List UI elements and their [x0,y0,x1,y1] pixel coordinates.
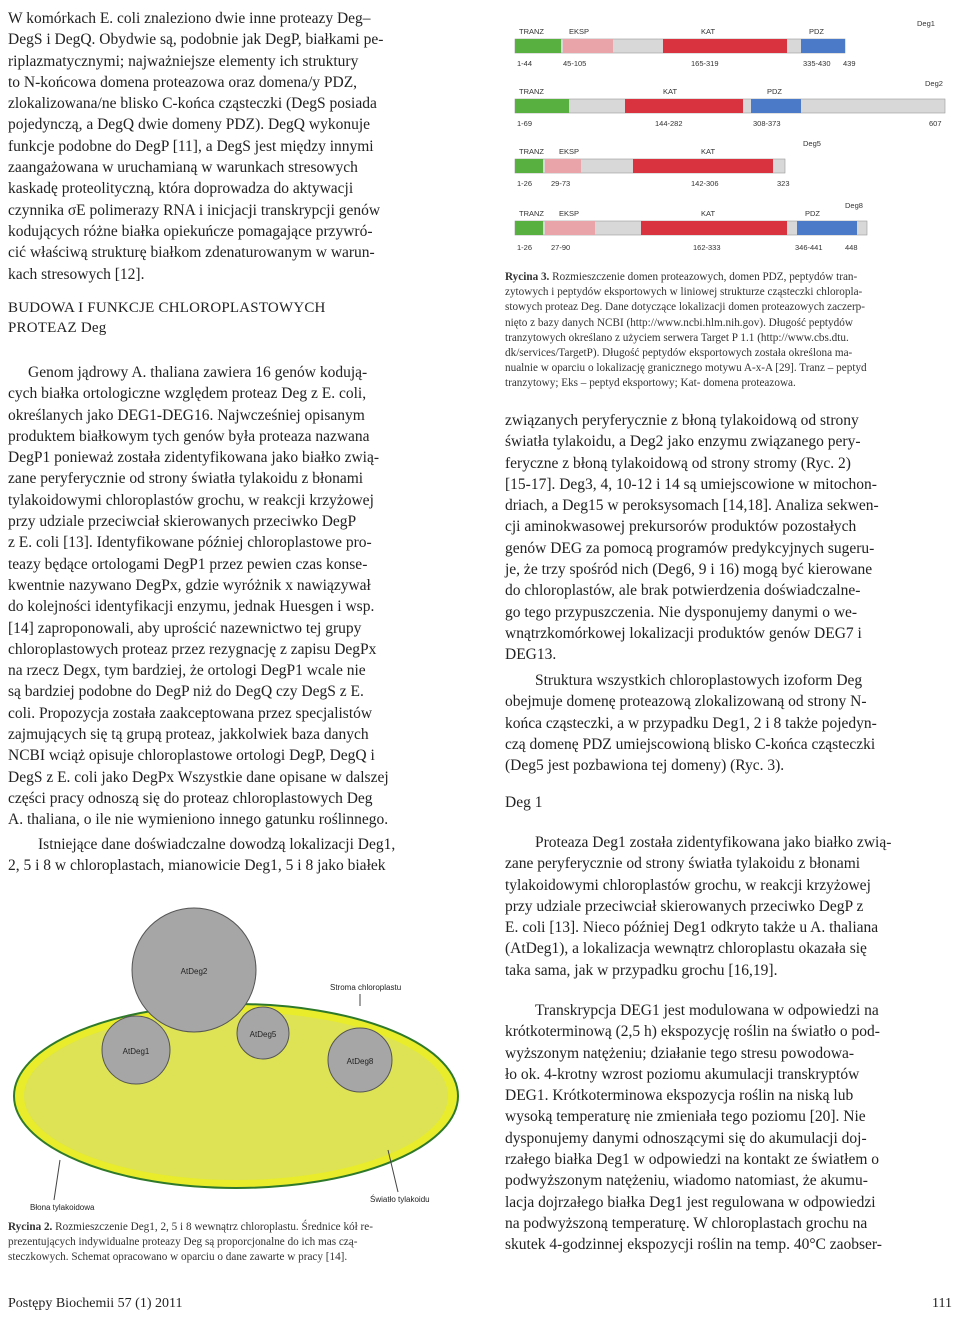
text-line: ło ok. 4-krotny wzrost poziomu akumulacji transkryptów [505,1065,860,1083]
text-line: zlokalizowana/ne blisko C-końca cząsteczki (DegS posiada [8,95,377,113]
caption-line: dk/services/TargetP). Długość peptydów eksportowych została określona ma- [505,347,853,360]
tranz-domain [515,159,543,173]
range-label: 1-26 [517,179,533,188]
membrane-label: Błona tylakoidowa [30,1203,95,1212]
range-label: 165-319 [691,59,719,68]
eksp-domain [545,221,595,235]
text-line: cych białka ortologiczne względem proteaz Deg z E. coli, [8,385,367,403]
atdeg1-label: AtDeg1 [122,1047,150,1056]
text-line: skutek 4-godzinnej ekspozycji roślin na temp. 40°C zaobser- [505,1236,882,1254]
range-label: 448 [845,243,858,252]
text-line: na rzecz Degx, tym bardziej, że ortologi DegP1 wcale nie [8,662,366,680]
text-line: [14] zaproponowali, aby uprościć nazewnictwo tej grupy [8,619,362,637]
caption-line: prezentujących indywidualne proteazy Deg są proporcjonalne do ich mas czą- [8,1236,358,1249]
kat-domain [625,99,743,113]
range-label: 142-306 [691,179,719,188]
pdz-domain [797,221,857,235]
deg2-row [515,79,945,128]
text-line: Istniejące dane doświadczalne dowodzą lokalizacji Deg1, [38,836,396,853]
caption-title: Rycina 2. [8,1221,53,1233]
domain-structure-diagram [505,12,955,264]
text-line: tylakoidowymi chloroplastów grochu, w reakcji krzyżowej [8,491,374,509]
text-line: lacja dojrzałego białka Deg1 jest regulowana w odpowiedzi [505,1193,876,1211]
text-line: przy udziale przeciwciał skierowanych przeciwko DegP z [505,897,864,915]
caption-line: stowych proteaz Deg. Dane dotyczące lokalizacji domen proteazowych zaczerp- [505,301,865,314]
range-label: 29-73 [551,179,571,188]
range-label: 162-333 [693,243,721,252]
page-number: 111 [932,1296,952,1311]
text-line: podwyższonym natężeniu, wiadomo natomiast, że akumu- [505,1172,868,1190]
domain-label: PDZ [767,87,782,96]
range-label: 439 [843,59,856,68]
range-label: 323 [777,179,790,188]
caption-line: zytowych i peptydów eksportowych w liniowej strukturze cząsteczki chloropla- [505,286,863,299]
domain-label: TRANZ [519,87,544,96]
protein-name: Deg2 [925,79,943,88]
eksp-domain [563,39,613,53]
domain-label: EKSP [559,147,580,156]
text-line: części pracy odnoszą się do proteaz chloroplastowych Deg [8,789,373,807]
deg5-row [515,139,821,188]
text-line: Transkrypcja DEG1 jest modulowana w odpowiedzi na [535,1002,879,1019]
lumen-label: Światło tylakoidu [370,1195,430,1204]
journal-footer: Postępy Biochemii 57 (1) 2011 [8,1296,183,1311]
left-paragraph-3 [8,834,463,877]
subheading-deg1: Deg 1 [505,794,543,811]
text-line: wysoką temperaturę nie zmieniała tego poziomu [20]. Nie [505,1108,866,1126]
protein-name: Deg1 [917,19,935,28]
text-line: zaangażowana w uruchamianą w warunkach stresowych [8,159,358,177]
section-heading [8,298,463,338]
text-line: krótkoterminową (2,5 h) ekspozycję roślin na światło o pod- [505,1023,880,1041]
deg8-row [515,201,867,252]
text-line: 2, 5 i 8 w chloroplastach, mianowicie Deg1, 5 i 8 jako białek [8,857,386,875]
text-line: to N-końcowa domena proteazowa oraz domena/y PDZ, [8,73,358,91]
text-line: kwentnie nazywano DegPx, gdzie wyróżnik x nawiązywał [8,576,371,594]
text-line: końca cząsteczki, a w przypadku Deg1, 2 i 8 także pojedyn- [505,714,877,732]
caption-line: steczkowych. Schemat opracowano w oparciu o dane zawarte w pracy [14]. [8,1251,348,1264]
text-line: DegP1 ponieważ została zidentyfikowana jako białko zwią- [8,449,380,467]
right-paragraph-1 [505,410,955,666]
text-line: teazy będące ortologami DegP1 przez pewien czas konse- [8,555,368,573]
atdeg2-label: AtDeg2 [180,967,208,976]
pdz-domain [751,99,801,113]
tranz-domain [515,99,569,113]
range-label: 1-69 [517,119,533,128]
text-line: na podwyższoną temperaturę. W chloroplastach grochu na [505,1214,868,1232]
text-line: W komórkach E. coli znaleziono dwie inne proteazy Deg– [8,10,371,27]
heading-line: BUDOWA I FUNKCJE CHLOROPLASTOWYCH [8,300,326,316]
eksp-domain [545,159,581,173]
domain-label: KAT [701,147,716,156]
text-line: cić właściwą strukturę białkom zdenaturowanym w warun- [8,244,375,262]
text-line: wnątrzkomórkowej lokalizacji produktów genów DEG7 i [505,624,862,642]
protein-name: Deg8 [845,201,863,210]
text-line: zane peryferycznie od strony światła tylakoidu z błonami [505,855,861,873]
text-line: NCBI wciąż opisuje chloroplastowe ortologi DegP, DegQ i [8,747,375,765]
thylakoid-lumen [24,1012,448,1180]
range-label: 144-282 [655,119,683,128]
domain-label: EKSP [559,209,580,218]
text-line: zane peryferycznie od strony światła tylakoidu z błonami [8,470,364,488]
range-label: 1-44 [517,59,533,68]
tranz-domain [515,221,543,235]
right-paragraph-3 [505,832,955,981]
domain-label: TRANZ [519,27,544,36]
text-line: DEG13. [505,646,557,664]
text-line: określanych jako DEG1-DEG16. Najwcześniej opisanym [8,406,365,424]
text-line: zajmujących się tą grupą proteaz, jakkolwiek baza danych [8,726,369,744]
text-line: kach stresowych [12]. [8,265,145,283]
figure-2 [8,898,463,1216]
text-line: cji aminokwasowej prekursorów produktów pozostałych [505,518,857,536]
text-line: obejmuje domenę proteazową zlokalizowaną od strony N- [505,693,867,711]
text-line: feryczne z błoną tylakoidową od strony stromy (Ryc. 2) [505,454,851,472]
text-line: genów DEG za pomocą programów predykcyjnych sugeru- [505,539,875,557]
left-paragraph-2 [8,362,463,831]
domain-label: PDZ [805,209,820,218]
range-label: 346-441 [795,243,823,252]
domain-label: KAT [701,27,716,36]
right-paragraph-4 [505,1000,955,1256]
stroma-label: Stroma chloroplastu [330,983,402,992]
range-label: 335-430 [803,59,831,68]
chloroplast-diagram [8,898,463,1216]
text-line: [15-17]. Deg3, 4, 10-12 i 14 są umiejscowione w mitochon- [505,475,877,493]
figure-2-caption [8,1220,463,1266]
text-line: czą domenę PDZ umiejscowioną blisko C-końca cząsteczki [505,735,876,753]
range-label: 308-373 [753,119,781,128]
atdeg5-label: AtDeg5 [249,1030,277,1039]
caption-line: Rozmieszczenie Deg1, 2, 5 i 8 wewnątrz chloroplastu. Średnice kół re- [55,1221,373,1233]
text-line: funkcje podobne do DegP [11], a DegS jest między innymi [8,137,374,155]
kat-domain [641,221,787,235]
left-paragraph-1 [8,8,463,285]
domain-label: EKSP [569,27,590,36]
text-line: produktem białkowym tych genów była proteaza nazwana [8,427,370,445]
text-line: Struktura wszystkich chloroplastowych izoform Deg [535,672,863,689]
figure-3-caption [505,270,955,392]
tranz-domain [515,39,561,53]
text-line: (Deg5 jest pozbawiona tej domeny) (Ryc. 3). [505,757,785,775]
text-line: tylakoidowymi chloroplastów grochu, w reakcji krzyżowej [505,876,871,894]
atdeg8-label: AtDeg8 [346,1057,374,1066]
range-label: 45-105 [563,59,587,68]
text-line: E. coli [13]. Nieco później Deg1 odkryto także u A. thaliana [505,919,879,937]
domain-label: KAT [701,209,716,218]
caption-line: nięto z bazy danych NCBI (http://www.ncbi.hlm.nih.gov). Długość peptydów [505,316,853,329]
kat-domain [633,159,773,173]
domain-label: PDZ [809,27,824,36]
text-line: taka sama, jak w przypadku grochu [16,19]. [505,961,778,979]
caption-line: nualnie w oparciu o lokalizację granicznego motywu A-x-A [29]. Tranz – peptyd [505,362,867,375]
text-line: rzałego białka Deg1 w odpowiedzi na kontakt ze światłem o [505,1151,880,1169]
text-line: DegS i DegQ. Obydwie są, podobnie jak DegP, białkami pe- [8,31,384,49]
caption-title: Rycina 3. [505,271,550,283]
domain-label: KAT [663,87,678,96]
text-line: związanych peryferycznie z błoną tylakoidową od strony [505,412,859,429]
pdz-domain [801,39,845,53]
text-line: czynnika σE polimerazy RNA i inicjacji transkrypcji genów [8,201,381,219]
text-line: do kolejności identyfikacji enzymu, jednak Huesgen i wsp. [8,598,375,616]
caption-line: tranzytowych określano z użyciem serwera Target P 1.1 (http://www.cbs.dtu. [505,331,849,344]
text-line: są bardziej podobne do DegP niż do DegQ czy DegS z E. [8,683,364,701]
right-paragraph-2 [505,670,955,776]
text-line: coli. Propozycja została zaakceptowana przez specjalistów [8,704,373,722]
text-line: pojedynczą, a DegQ dwie domeny PDZ). DegQ wykonuje [8,116,371,134]
text-line: DegS z E. coli jako DegPx Wszystkie dane opisane w dalszej [8,768,389,786]
kat-domain [663,39,787,53]
range-label: 27-90 [551,243,571,252]
domain-label: TRANZ [519,209,544,218]
text-line: do chloroplastów, ale brak potwierdzenia doświadczalne- [505,582,861,600]
text-line: Genom jądrowy A. thaliana zawiera 16 genów kodują- [28,364,368,381]
deg1-row [515,19,935,68]
text-line: kaskadę proteolityczną, która doprowadza do aktywacji [8,180,354,198]
range-label: 1-26 [517,243,533,252]
text-line: je, że trzy spośród nich (Deg6, 9 i 16) mogą być kierowane [505,561,873,579]
domain-label: TRANZ [519,147,544,156]
text-line: go tego przypuszczenia. Nie dysponujemy danymi o we- [505,603,858,621]
text-line: DEG1. Krótkoterminowa ekspozycja roślin na niską lub [505,1087,854,1105]
protein-name: Deg5 [803,139,821,148]
figure-3 [505,12,955,264]
text-line: riplazmatycznymi; najważniejsze elementy ich struktury [8,52,359,70]
text-line: światła tylakoidu, a Deg2 jako enzymu związanego pery- [505,433,861,451]
text-line: dysponujemy danymi odnoszącymi się do akumulacji doj- [505,1129,867,1147]
caption-line: tranzytowy; Eks – peptyd eksportowy; Kat- domena proteazowa. [505,377,796,390]
text-line: driach, a Deg15 w peroksysomach [14,18]. Analiza sekwen- [505,497,879,515]
heading-line: PROTEAZ Deg [8,320,107,336]
text-line: przy udziale przeciwciał skierowanych przeciwko DegP [8,513,357,531]
text-line: chloroplastowych proteaz przez rezygnację z zapisu DegPx [8,640,377,658]
text-line: z E. coli [13]. Identyfikowane później chloroplastowe pro- [8,534,372,552]
text-line: Proteaza Deg1 została zidentyfikowana jako białko zwią- [535,834,892,851]
text-line: wyższonym natężeniu; działanie tego stresu powodowa- [505,1044,855,1062]
text-line: kodujących różne białka opiekuńcze pomagające przywró- [8,222,373,240]
text-line: (AtDeg1), a lokalizacja wewnątrz chloroplastu okazała się [505,940,867,958]
caption-line: Rozmieszczenie domen proteazowych, domen PDZ, peptydów tran- [552,271,858,283]
text-line: A. thaliana, o ile nie wymieniono innego gatunku roślinnego. [8,811,389,829]
range-label: 607 [929,119,942,128]
